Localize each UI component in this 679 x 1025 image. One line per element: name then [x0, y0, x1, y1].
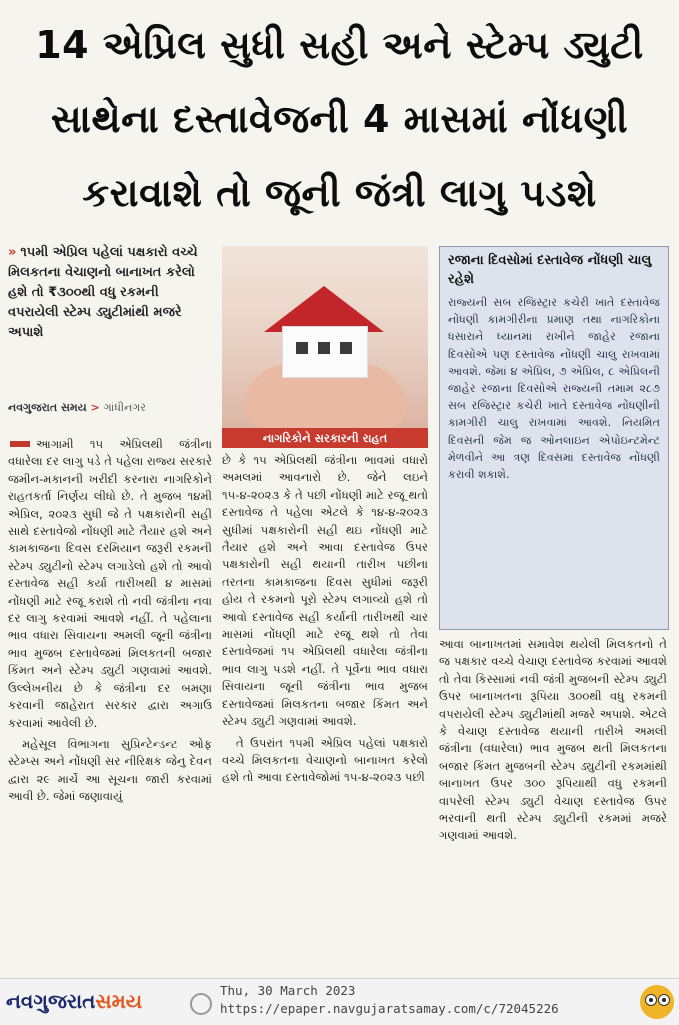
brand-main: નવગુજરાત [6, 989, 96, 1013]
sidebar-box [439, 246, 669, 630]
article-column-3 [439, 636, 667, 976]
article-col2-paragraph-2: તે ઉપરાંત ૧૫મી એપ્રિલ પહેલાં પક્ષકારો વચ્ચે મિલકતના વેચાણનો બાનાખત કરેલો હશે તો આવા દસ્તાવેજોમાં ૧૫-૪-૨૦૨૩ પછી [222, 735, 428, 785]
footer-url[interactable]: https://epaper.navgujaratsamay.com/c/72045226 [220, 1001, 559, 1016]
byline [8, 401, 212, 421]
article-col2-paragraph-1: છે કે ૧૫ એપ્રિલથી જંત્રીના ભાવમાં વધારો અમલમાં આવનારો છે. જેને લઇને ૧૫-૪-૨૦૨૩ કે તે પછી નોંધણી માટે રજૂ થતો દસ્તાવેજ તે પહેલા એટલે કે ૧૪-૪-૨૦૨૩ સુધીમાં પક્ષકારોની સહી થઇ નોંધણી માટે તૈયાર હશે અને આવા દસ્તાવેજ ઉપર પક્ષકારોની સહી થયાની તારીખ પછીના તરતના કામકાજના દિવસ સુધીમાં જરૂરી હોય તે રકમનો પૂરો સ્ટેમ્પ લગાવ્યો હશે તો આવો દસ્તાવેજ સહી કર્યાની તારીખથી ચાર માસમાં નોંધણી માટે રજૂ થશે તો તેવા દસ્તાવેજમાં ૧૫ એપ્રિલથી વધારેલા જંત્રીના ભાવ લાગુ પડશે નહીં. તે પૂર્વેના ભાવ વધારા સિવાયના જૂની જંત્રીના ભાવ મુજબ દસ્તાવેજમાં મિલકતના બજાર કિંમત અને સ્ટેમ્પ ડ્યુટી ગણવામાં આવશે. [222, 453, 428, 729]
article-column-1 [8, 436, 212, 976]
brand-emblem-icon [190, 993, 212, 1015]
byline-place: ગાંધીનગર [103, 401, 146, 414]
article-col1-paragraph-1: આગામી ૧૫ એપ્રિલથી જંત્રીના વધારેલા દર લાગુ પડે તે પહેલા રાજ્ય સરકારે જમીન-મકાનની ખરીદી કરનારા નાગરિકોને રાહતકર્તા નિર્ણય લીધો છે. તે મુજબ ૧૪મી એપ્રિલ, ૨૦૨૩ સુધી જે તે પક્ષકારોની સહી સાથે દસ્તાવેજો નોંધણી માટે તૈયાર હશે અને કામકાજના દિવસ દરમિયાન જરૂરી રકમની સ્ટેમ્પ ડ્યુટીનો સ્ટેમ્પ લગાડેલો હશે તો આવો દસ્તાવેજ સહી કર્યા તારીખથી ૪ માસમાં નોંધણી માટે રજૂ કરાશે તો નવી જંત્રીના નવા દર લાગુ કરવામાં આવશે નહીં. તે પહેલાના ભાવ વધારા સિવાયના અમલી જૂની જંત્રીના ભાવ મુજબ દસ્તાવેજમાં મિલકતની બજાર કિંમત અને સ્ટેમ્પ ડ્યુટી ગણવામાં આવશે. ઉલ્લેખનીય છે કે જંત્રીના દર બમણા કરવાની જાહેરાત સરકાર દ્વારા અગાઉ કરવામાં આવેલી છે. [8, 437, 212, 730]
article-col1-paragraph-2: મહેસૂલ વિભાગના સુપ્રિન્ટેન્ડન્ટ ઓફ સ્ટેમ્પ્સ અને નોંધણી સર નીરિક્ષક જેનુ દેવન દ્વારા ૨૯ માર્ચે આ સૂચના જારી કરવામાં આવી છે. જેમાં જણાવાયું [8, 736, 212, 804]
sidebar-title: રજાના દિવસોમાં દસ્તાવેજ નોંધણી ચાલુ રહેશે [448, 253, 652, 287]
lead-marker-icon: » [8, 245, 17, 260]
owl-icon [640, 985, 674, 1019]
sidebar-body: રાજ્યની સબ રજિસ્ટ્રાર કચેરી ખાતે દસ્તાવેજ નોંધણી કામગીરીના પ્રમાણ તથા નાગરિકોના ધસારાને ધ્યાનમાં રાખીને જાહેર રજાના દિવસોએ પણ દસ્તાવેજ નોંધણી ચાલુ રાખવામાં આવશે. જેમાં ૪ એપ્રિલ, ૭ એપ્રિલ, ૮ એપ્રિલની જાહેર રજાના દિવસોએ રાજ્યની તમામ ૨૮૭ સબ રજિસ્ટ્રાર કચેરી ખાતે દસ્તાવેજ નોંધણીની કામગીરી ચાલુ રાખવામાં આવશે. નિયમિત દિવસની જેમ જ ઓનલાઇન એપોઇન્ટમેન્ટ મેળવીને આ ત્રણ દિવસમાં દસ્તાવેજ નોંધણી કરાવી શકાશે. [448, 296, 660, 482]
owl-eye-icon [645, 994, 657, 1006]
brand-accent: સમય [95, 989, 143, 1013]
lead-summary [8, 243, 212, 393]
owl-eye-icon [658, 994, 670, 1006]
photo-caption: નાગરિકોને સરકારની રાહત [222, 428, 428, 448]
article-column-2 [222, 452, 428, 976]
headline-line-3: કરાવાશે તો જૂની જંત્રી લાગુ પડશે [82, 171, 597, 215]
footer [0, 978, 679, 1025]
brand-logo [6, 989, 142, 1013]
window-shape [296, 342, 308, 354]
house-photo [222, 246, 428, 428]
headline-line-1: 14 એપ્રિલ સુધી સહી અને સ્ટેમ્પ ડ્યુટી [35, 23, 644, 67]
byline-separator: > [90, 401, 100, 414]
byline-source: નવગુજરાત સમય [8, 401, 87, 414]
headline-line-2: સાથેના દસ્તાવેજની 4 માસમાં નોંધણી [50, 97, 629, 141]
headline [10, 8, 669, 236]
lead-text: ૧૫મી એપ્રિલ પહેલાં પક્ષકારો વચ્ચે મિલકતના વેચાણનો બાનાખત કરેલો હશે તો ₹૩૦૦થી વધુ રકમની વપરાયેલી સ્ટેમ્પ ડ્યુટીમાંથી મજરે અપાશે [8, 245, 198, 340]
footer-date: Thu, 30 March 2023 [220, 983, 356, 998]
window-shape [340, 342, 352, 354]
article-col3-paragraph: આવા બાનાખતમાં સમાવેશ થયેલી મિલકતનો તે જ પક્ષકાર વચ્ચે વેચાણ દસ્તાવેજ કરવામાં આવશે તો તેવા કિસ્સામાં નવી જંત્રી મુજબની સ્ટેમ્પ ડ્યુટી ઉપર બાનાખતના રૂપિયા ૩૦૦થી વધુ રકમની વપરાયેલી સ્ટેમ્પ ડ્યુટીમાંથી મજરે અપાશે. એટલે કે વેચાણ દસ્તાવેજ થયાની તારીખે અમલી જંત્રીના (વધારેલા) ભાવ મુજબ થતી મિલકતના બજાર કિંમત મુજબની સ્ટેમ્પ ડ્યુટીની રકમમાંથી બાનાખત ઉપર ૩૦૦ રૂપિયાથી વધુ રકમની વાપરેલી સ્ટેમ્પ ડ્યુટી વેચાણ દસ્તાવેજ ઉપર ભરવાની થતી સ્ટેમ્પ ડ્યુટીની રકમમાં મજરે ગણવામાં આવશે. [439, 637, 667, 843]
window-shape [318, 342, 330, 354]
